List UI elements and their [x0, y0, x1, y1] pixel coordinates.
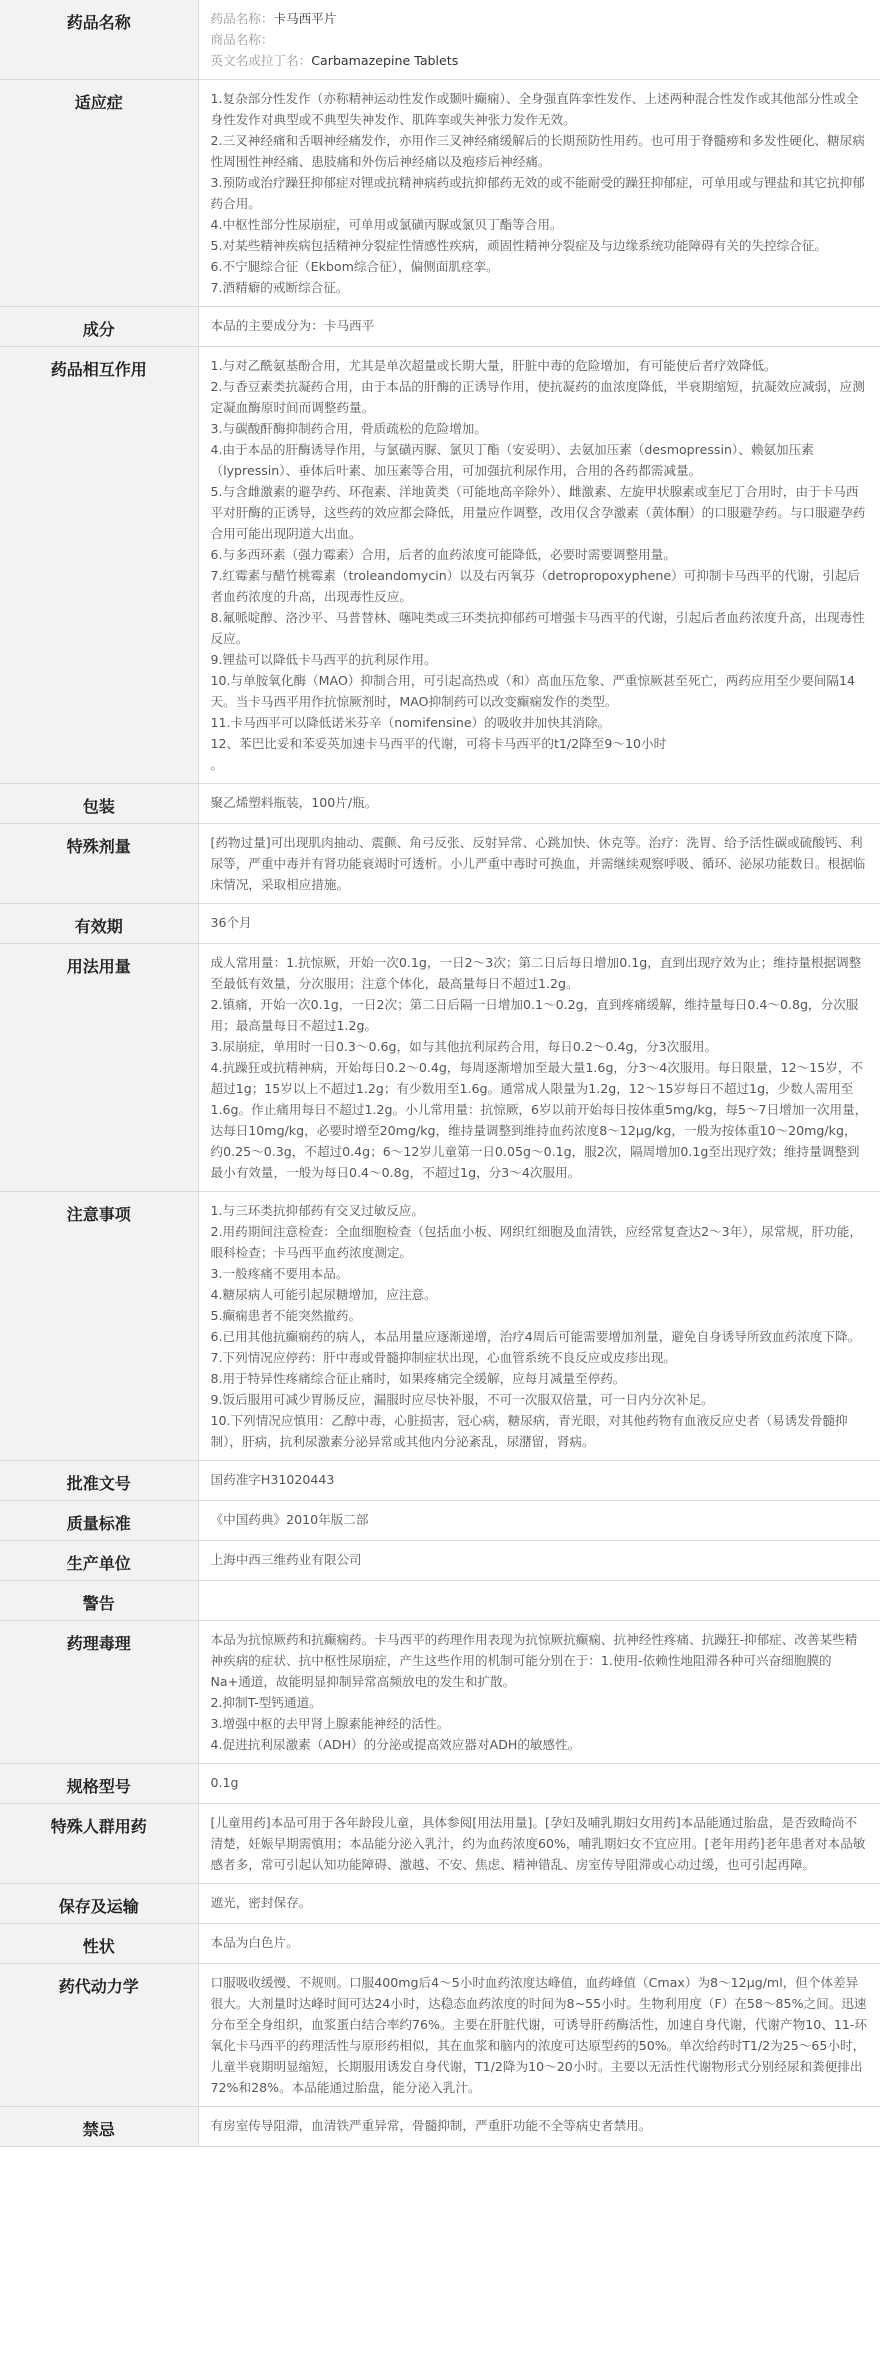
row-label: 质量标准: [0, 1501, 198, 1541]
row-label: 保存及运输: [0, 1884, 198, 1924]
text-line: 4.促进抗利尿激素（ADH）的分泌或提高效应器对ADH的敏感性。: [210, 1737, 581, 1752]
row-value: [198, 2107, 880, 2147]
text-line: 2.抑制T-型钙通道。: [210, 1695, 322, 1710]
row-value: [198, 824, 880, 904]
row-label: 特殊剂量: [0, 824, 198, 904]
text-line: 国药准字H31020443: [210, 1472, 335, 1487]
text-line: 有房室传导阻滞，血清铁严重异常，骨髓抑制，严重肝功能不全等病史者禁用。: [210, 2118, 652, 2133]
spec-row: [0, 1621, 880, 1764]
spec-row: [0, 2107, 880, 2147]
row-value: [198, 1884, 880, 1924]
row-value: [198, 1964, 880, 2107]
row-label: 药品相互作用: [0, 347, 198, 784]
row-value: [198, 1192, 880, 1461]
row-label: 注意事项: [0, 1192, 198, 1461]
row-value: [198, 1924, 880, 1964]
text-line: 1.与对乙酰氨基酚合用，尤其是单次超量或长期大量，肝脏中毒的危险增加，有可能使后者疗效降低。: [210, 358, 777, 373]
text-line: 36个月: [210, 915, 252, 930]
name-key: 商品名称：: [210, 32, 274, 47]
text-line: 聚乙烯塑料瓶装，100片/瓶。: [210, 795, 378, 810]
text-line: 《中国药典》2010年版二部: [210, 1512, 369, 1527]
row-label: 用法用量: [0, 944, 198, 1192]
text-line: 1.复杂部分性发作（亦称精神运动性发作或颞叶癫痫）、全身强直阵挛性发作、上述两种混合性发作或其他部分性或全身性发作对典型或不典型失神发作、肌阵挛或失神张力发作无效。: [210, 91, 859, 127]
text-line: 3.尿崩症，单用时一日0.3～0.6g，如与其他抗利尿药合用，每日0.2～0.4g，分3次服用。: [210, 1039, 718, 1054]
text-line: 6.已用其他抗癫痫药的病人，本品用量应逐渐递增，治疗4周后可能需要增加剂量，避免自身诱导所致血药浓度下降。: [210, 1329, 861, 1344]
row-value: [198, 80, 880, 307]
text-line: 6.不宁腿综合征（Ekbom综合征），偏侧面肌痉挛。: [210, 259, 499, 274]
row-label: 批准文号: [0, 1461, 198, 1501]
name-line: [211, 8, 869, 29]
text-line: 4.由于本品的肝酶诱导作用，与氯磺丙脲、氯贝丁酯（安妥明）、去氨加压素（desmopressin）、赖氨加压素（lypressin）、垂体后叶素、加压素等合用，可加强抗利尿作用，合用的各药都需减量。: [210, 442, 814, 478]
text-line: 遮光，密封保存。: [210, 1895, 312, 1910]
text-line: 3.一般疼痛不要用本品。: [210, 1266, 349, 1281]
spec-row: [0, 1541, 880, 1581]
text-line: 口服吸收缓慢、不规则。口服400mg后4～5小时血药浓度达峰值，血药峰值（Cmax）为8～12μg/ml，但个体差异很大。大剂量时达峰时间可达24小时，达稳态血药浓度的时间为8~55小时。生物利用度（F）在58～85%之间。迅速分布至全身组织，血浆蛋白结合率约76%。主要在肝脏代谢，可诱导肝药酶活性，加速自身代谢，代谢产物10、11-环氧化卡马西平的药理活性与原形药相似，其在血浆和脑内的浓度可达原型药的50%。单次给药时T1/2为25～65小时，儿童半衰期明显缩短，长期服用诱发自身代谢，T1/2降为10～20小时。主要以无活性代谢物形式分别经尿和粪便排出72%和28%。本品能通过胎盘，能分泌入乳汁。: [210, 1975, 867, 2095]
spec-row: [0, 1461, 880, 1501]
text-line: 7.下列情况应停药：肝中毒或骨髓抑制症状出现，心血管系统不良反应或皮疹出现。: [210, 1350, 676, 1365]
text-line: 4.中枢性部分性尿崩症，可单用或氯磺丙脲或氯贝丁酯等合用。: [210, 217, 563, 232]
row-label: 药品名称: [0, 0, 198, 80]
spec-row: [0, 1884, 880, 1924]
row-label: 禁忌: [0, 2107, 198, 2147]
text-line: 10.下列情况应慎用：乙醇中毒，心脏损害，冠心病，糖尿病，青光眼，对其他药物有血液反应史者（易诱发骨髓抑制），肝病，抗利尿激素分泌异常或其他内分泌紊乱，尿潴留，肾病。: [210, 1413, 848, 1449]
text-line: 成人常用量：1.抗惊厥，开始一次0.1g，一日2～3次；第二日后每日增加0.1g，直到出现疗效为止；维持量根据调整至最低有效量，分次服用；注意个体化，最高量每日不超过1.2g。: [210, 955, 862, 991]
row-value: [198, 944, 880, 1192]
text-line: 2.与香豆素类抗凝药合用，由于本品的肝酶的正诱导作用，使抗凝药的血浓度降低，半衰期缩短，抗凝效应减弱，应测定凝血酶原时间而调整药量。: [210, 379, 865, 415]
text-line: 3.与碳酸酐酶抑制药合用，骨质疏松的危险增加。: [210, 421, 487, 436]
text-line: 本品为抗惊厥药和抗癫痫药。卡马西平的药理作用表现为抗惊厥抗癫痫、抗神经性疼痛、抗躁狂-抑郁症、改善某些精神疾病的症状、抗中枢性尿崩症，产生这些作用的机制可能分别在于：1.使用-依赖性地阻滞各种可兴奋细胞膜的Na+通道，故能明显抑制异常高频放电的发生和扩散。: [210, 1632, 858, 1689]
row-label: 特殊人群用药: [0, 1804, 198, 1884]
row-value: [198, 1541, 880, 1581]
row-value: [198, 1461, 880, 1501]
text-line: 8.氟哌啶醇、洛沙平、马普替林、噻吨类或三环类抗抑郁药可增强卡马西平的代谢，引起后者血药浓度升高，出现毒性反应。: [210, 610, 865, 646]
spec-row: [0, 784, 880, 824]
text-line: 8.用于特异性疼痛综合征止痛时，如果疼痛完全缓解，应每月减量至停药。: [210, 1371, 626, 1386]
row-value: [198, 1621, 880, 1764]
row-value: [198, 0, 880, 80]
row-value: [198, 1764, 880, 1804]
text-line: 2.用药期间注意检查：全血细胞检查（包括血小板、网织红细胞及血清铁，应经常复查达2～3年），尿常规，肝功能，眼科检查；卡马西平血药浓度测定。: [210, 1224, 862, 1260]
text-line: 10.与单胺氧化酶（MAO）抑制合用，可引起高热或（和）高血压危象、严重惊厥甚至死亡，两药应用至少要间隔14天。当卡马西平用作抗惊厥剂时，MAO抑制药可以改变癫痫发作的类型。: [210, 673, 856, 709]
spec-row: [0, 80, 880, 307]
spec-row: [0, 904, 880, 944]
row-label: 药代动力学: [0, 1964, 198, 2107]
name-key: 英文名或拉丁名：: [210, 53, 312, 68]
text-line: 3.预防或治疗躁狂抑郁症对锂或抗精神病药或抗抑郁药无效的或不能耐受的躁狂抑郁症，可单用或与锂盐和其它抗抑郁药合用。: [210, 175, 865, 211]
text-line: 上海中西三维药业有限公司: [210, 1552, 362, 1567]
text-line: 。: [210, 757, 224, 772]
row-value: [198, 1501, 880, 1541]
row-label: 生产单位: [0, 1541, 198, 1581]
text-line: 2.三叉神经痛和舌咽神经痛发作，亦用作三叉神经痛缓解后的长期预防性用药。也可用于脊髓痨和多发性硬化、糖尿病性周围性神经痛、患肢痛和外伤后神经痛以及疱疹后神经痛。: [210, 133, 865, 169]
spec-row: [0, 347, 880, 784]
spec-row: [0, 1581, 880, 1621]
spec-row: [0, 1964, 880, 2107]
text-line: [儿童用药]本品可用于各年龄段儿童，具体参阅[用法用量]。[孕妇及哺乳期妇女用药]本品能通过胎盘，是否致畸尚不清楚，妊娠早期需慎用；本品能分泌入乳汁，约为血药浓度60%，哺乳期妇女不宜应用。[老年用药]老年患者对本品敏感者多，常可引起认知功能障碍、激越、不安、焦虑、精神错乱、房室传导阻滞或心动过缓，也可引起再障。: [210, 1815, 866, 1872]
row-label: 警告: [0, 1581, 198, 1621]
row-value: [198, 307, 880, 347]
text-line: 5.与含雌激素的避孕药、环孢素、洋地黄类（可能地高辛除外）、雌激素、左旋甲状腺素或奎尼丁合用时，由于卡马西平对肝酶的正诱导，这些药的效应都会降低，用量应作调整，改用仅含孕激素（黄体酮）的口服避孕药。与口服避孕药合用可能出现阴道大出血。: [210, 484, 866, 541]
row-value: [198, 1581, 880, 1621]
text-line: 本品为白色片。: [210, 1935, 299, 1950]
spec-row: [0, 1924, 880, 1964]
text-line: [211, 1589, 869, 1610]
text-line: 7.红霉素与醋竹桃霉素（troleandomycin）以及右丙氧芬（detropropoxyphene）可抑制卡马西平的代谢，引起后者血药浓度的升高，出现毒性反应。: [210, 568, 860, 604]
row-label: 包装: [0, 784, 198, 824]
text-line: 1.与三环类抗抑郁药有交叉过敏反应。: [210, 1203, 425, 1218]
name-key: 药品名称：: [210, 11, 274, 26]
row-label: 规格型号: [0, 1764, 198, 1804]
row-label: 性状: [0, 1924, 198, 1964]
spec-row: [0, 944, 880, 1192]
text-line: 2.镇痛，开始一次0.1g，一日2次；第二日后隔一日增加0.1～0.2g，直到疼痛缓解，维持量每日0.4～0.8g，分次服用；最高量每日不超过1.2g。: [210, 997, 859, 1033]
text-line: 11.卡马西平可以降低诺米芬辛（nomifensine）的吸收并加快其消除。: [210, 715, 611, 730]
name-value: 卡马西平片: [273, 11, 337, 26]
text-line: 9.锂盐可以降低卡马西平的抗利尿作用。: [210, 652, 437, 667]
row-value: [198, 1804, 880, 1884]
spec-row: [0, 824, 880, 904]
text-line: 0.1g: [210, 1775, 239, 1790]
row-label: 适应症: [0, 80, 198, 307]
text-line: 7.酒精癖的戒断综合征。: [210, 280, 349, 295]
spec-row: [0, 0, 880, 80]
text-line: 本品的主要成分为：卡马西平: [210, 318, 375, 333]
spec-row: [0, 1501, 880, 1541]
row-value: [198, 784, 880, 824]
row-value: [198, 347, 880, 784]
row-value: [198, 904, 880, 944]
text-line: 4.糖尿病人可能引起尿糖增加，应注意。: [210, 1287, 437, 1302]
text-line: 4.抗躁狂或抗精神病，开始每日0.2～0.4g，每周逐渐增加至最大量1.6g，分3～4次服用。每日限量，12～15岁，不超过1g；15岁以上不超过1.2g；有少数用至1.6g。通常成人限量为1.2g，12～15岁每日不超过1g，少数人需用至1.6g。作止痛用每日不超过1.2g。小儿常用量：抗惊厥，6岁以前开始每日按体重5mg/kg，每5～7日增加一次用量，达每日10mg/kg，必要时增至20mg/kg，维持量调整到维持血药浓度8～12μg/kg，一般为按体重10～20mg/kg，约0.25～0.3g，不超过0.4g；6～12岁儿童第一日0.05g～0.1g，服2次，隔周增加0.1g至出现疗效；维持量调整到最小有效量，一般为每日0.4～0.8g，不超过1g，分3～4次服用。: [210, 1060, 868, 1180]
row-label: 药理毒理: [0, 1621, 198, 1764]
text-line: [药物过量]可出现肌肉抽动、震颤、角弓反张、反射异常、心跳加快、休克等。治疗：洗胃、给予活性碳或硫酸钙、利尿等，严重中毒并有肾功能衰竭时可透析。小儿严重中毒时可换血，并需继续观察呼吸、循环、泌尿功能数日。根据临床情况，采取相应措施。: [210, 835, 866, 892]
text-line: 9.饭后服用可减少胃肠反应，漏服时应尽快补服，不可一次服双倍量，可一日内分次补足。: [210, 1392, 714, 1407]
text-line: 5.癫痫患者不能突然撤药。: [210, 1308, 362, 1323]
spec-row: [0, 1192, 880, 1461]
spec-row: [0, 307, 880, 347]
spec-row: [0, 1764, 880, 1804]
text-line: 6.与多西环素（强力霉素）合用，后者的血药浓度可能降低，必要时需要调整用量。: [210, 547, 676, 562]
text-line: 5.对某些精神疾病包括精神分裂症性情感性疾病，顽固性精神分裂症及与边缘系统功能障碍有关的失控综合征。: [210, 238, 828, 253]
row-label: 有效期: [0, 904, 198, 944]
name-line: [211, 29, 869, 50]
name-value: Carbamazepine Tablets: [311, 53, 459, 68]
row-label: 成分: [0, 307, 198, 347]
spec-row: [0, 1804, 880, 1884]
text-line: 12、苯巴比妥和苯妥英加速卡马西平的代谢，可将卡马西平的t1/2降至9～10小时: [210, 736, 667, 751]
name-line: [211, 50, 869, 71]
text-line: 3.增强中枢的去甲肾上腺素能神经的活性。: [210, 1716, 450, 1731]
